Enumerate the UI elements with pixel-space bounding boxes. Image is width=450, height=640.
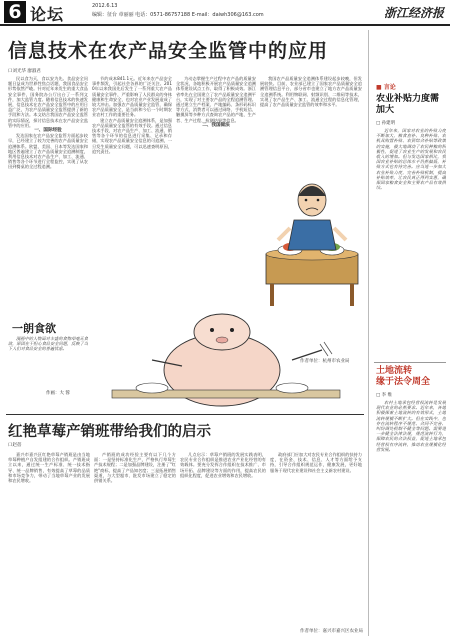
- main-col1-text: 民以食为天，食以安为先。食品安全问题日益成为世界性焦点话题，我国食品安全形势依然严峻。针对近年来发生的重大食品安全事件，国务院办公厅出台了一系列文件，加大监管力度。随着信息技术的快速发展，信息技术在农产品安全监管中的应用日益广泛，为农产品质量安全监管提供了新的手段和方法。本文结合我国农产品安全监管的实际情况，探讨信息技术在农产品安全监管中的应用。: [8, 76, 88, 128]
- sidebar-byline-2: □ 李 维: [376, 393, 393, 398]
- sidebar-title-2: 土地流转 缘于法令周全: [376, 366, 431, 387]
- cartoon-title: 一朗食欲: [12, 322, 56, 335]
- main-column-4: [260, 76, 362, 168]
- cartoon-author: 作画：大 蓉: [46, 391, 70, 396]
- main-col2b-text: 建立农产品质量安全追溯体系，是加强农产品质量安全监管的有效手段。通过信息技术手段，对农产品生产、加工、流通、销售等各个环节的信息进行采集、记录和存储，实现农产品质量安全信息的可追溯，一旦发生质量安全问题，可以迅速查明原因，追究责任。: [92, 117, 172, 154]
- main-byline: 口刘光华 廖淑君: [8, 69, 41, 74]
- main-subhead-2: 二、我国做法: [202, 122, 230, 128]
- cartoon-caption: [8, 336, 88, 386]
- sidebar-title: 农业补贴力度需加大: [376, 94, 440, 115]
- main-col1b-text: 发达国家在农产品安全监管方面起步较早，已经建立了较为完善的农产品质量安全追溯体系。欧盟、美国、日本等发达国家和地区普遍建立了农产品质量安全追溯制度，利用信息技术对农产品生产、加工、流通、销售等各个环节进行全程监控，实现了从农田到餐桌的全过程追溯。: [8, 133, 88, 170]
- sidebar-divider: [368, 30, 369, 636]
- masthead: [0, 0, 450, 24]
- second-author-note: 作者单位：嘉兴市嘉兴区农业局: [300, 629, 363, 634]
- sidebar-body-text: 近年来，国家对农业的补贴力度不断加大，粮食直补、良种补贴、农机具购置补贴、农资综合补贴等政策的实施，极大地调动了农民种粮的积极性，促进了农业生产的发展和农民收入的增加。但与发达国家相比，我国农业补贴的总体水平仍然偏低，补贴方式也有待完善。应当进一步加大农业补贴力度，完善补贴机制，提高补贴效率，让农民真正得到实惠，确保国家粮食安全和主要农产品有效供给。: [376, 128, 446, 191]
- second-column-3: [180, 452, 266, 636]
- cartoon-caption-text: 漫画中的人物面对丰盛的食物却毫无食欲，原因在于担心食品安全问题，反映了当下人们对食品安全的普遍忧虑。: [8, 336, 88, 352]
- second-column-2: [94, 452, 176, 636]
- sidebar-body: [376, 128, 446, 358]
- sidebar-rule: [374, 362, 446, 363]
- second-col4-text: 政府部门应加大对农民专业合作组织的扶持力度，在资金、技术、信息、人才等方面给予支持，引导合作组织规范运作，健康发展，更好地服务于现代农业建设和社会主义新农村建设。: [270, 452, 362, 473]
- issue-date: 2012.6.13: [92, 3, 118, 9]
- main-headline: 信息技术在农产品安全监管中的应用: [8, 40, 329, 62]
- section-divider: [6, 414, 364, 415]
- top-rule: [0, 24, 450, 26]
- main-subhead-1: 一、国际经验: [34, 128, 62, 134]
- main-col2-text: 节约成本841.1元。近年来农产品安全事件频发，引起社会各界的广泛关注。2010年以来我国先后发生了一系列重大农产品质量安全事件，严重影响了人民群众的身体健康和生命安全，也对农业产业发展造成了较大冲击。加强农产品质量安全监管，确保农产品质量安全，是当前和今后一个时期农业农村工作的重要任务。: [92, 76, 172, 118]
- main-column-1: [8, 76, 88, 308]
- cartoon-illustration: [260, 170, 364, 308]
- second-headline: 红艳草莓产销班带给我们的启示: [8, 424, 211, 440]
- paper-name: 浙江经济报: [383, 6, 444, 20]
- second-col1-text: 嘉兴市嘉兴区红艳草莓产销班是由当地草莓种植户自发组建的合作组织。产销班成立以来，通过统一生产标准、统一技术指导、统一品牌销售，有效提高了草莓的品质和市场竞争力，带动了当地草莓产业的发展和农民增收。: [8, 452, 90, 484]
- sidebar-tag: ■ 言论: [376, 84, 396, 91]
- second-col2-text: 产销班的成功经验主要有以下几个方面：一是坚持标准化生产，严格执行草莓生产技术规程；二是加强品牌建设，注册了"红艳"商标，提高了产品知名度；三是拓展销售渠道，与大型超市、批发市场建立了稳定的供销关系。: [94, 452, 176, 484]
- main-col4-text: 我国农产品质量安全追溯体系建设起步较晚，但发展较快。目前，农业部已建立了国家农产品质量安全追溯管理信息平台，部分省市也建立了地方农产品质量安全追溯系统。利用物联网、射频识别、二维码等技术，实现了农产品生产、加工、流通全过程的信息化管理，提高了农产品质量安全监管的效率和水平。: [260, 76, 362, 108]
- section-name: 论坛: [30, 5, 65, 24]
- main-column-3: [176, 76, 256, 308]
- sidebar-body-2-text: 农村土地承包经营权流转是发展现代农业的必然要求。近年来，各地积极探索土地流转的有效形式，土地流转规模不断扩大。但在实践中，也存在流转程序不规范、合同不完善、纠纷调处机制不健全等问题。需要进一步健全法律法规，规范流转行为，保障农民的合法权益，促进土地承包经营权有序流转，推动农业规模化经营发展。: [376, 400, 446, 452]
- sidebar-byline: □ 孙建明: [376, 121, 396, 126]
- second-byline: 口赵蓓: [8, 443, 22, 448]
- second-col3-text: 几点启示：草莓产销班的发展实践表明，农民专业合作组织是推进农业产业化经营的有效载体。要充分发挥合作组织在技术推广、市场开拓、品牌建设等方面的作用，提高农民的组织化程度，促进农业增效和农民增收。: [180, 452, 266, 478]
- second-column-1: [8, 452, 90, 636]
- page-number: 6: [4, 1, 26, 23]
- main-col3-text: 为动态掌握生产过程中农产品的质量安全状况，各地积极开展农产品质量安全追溯体系建设试点工作，取得了积极成效。浙江省率先在全国建立了农产品质量安全追溯平台，实现了对主要农产品的全程追溯管理。通过建立生产档案、产地编码、条形码标识等方式，消费者可以通过网络、手机短信、触摸屏等多种方式查询农产品的产地、生产者、生产过程、检测结果等信息。: [176, 76, 256, 123]
- sidebar-body-2: [376, 400, 446, 636]
- main-author-note: 作者单位：杭州市农业局: [300, 359, 350, 364]
- second-column-4: [270, 452, 362, 624]
- main-column-2: [92, 76, 172, 308]
- editor-contact: 编辑：征台 章丽丽 电话：0571-86757188 E-mail：daiwh306@163.com: [92, 12, 264, 18]
